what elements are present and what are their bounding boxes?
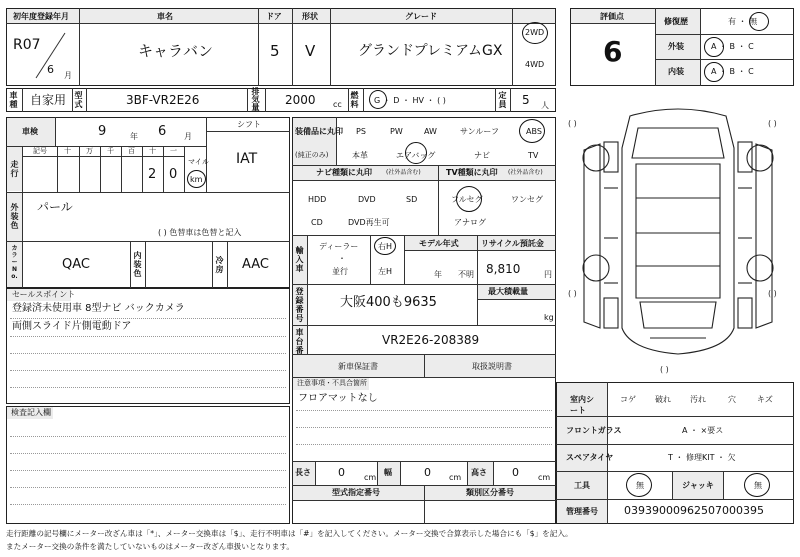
grade: グランドプレミアムGX bbox=[358, 43, 503, 59]
tools-value: 無 bbox=[636, 481, 644, 490]
width-cm: cm bbox=[449, 473, 462, 482]
inspection-month-unit: 月 bbox=[184, 132, 192, 141]
sales-point-2: 両側スライド片側電動ドア bbox=[12, 321, 132, 332]
fullseg-circle bbox=[456, 186, 482, 212]
reg-no-label: 登録番号 bbox=[295, 287, 304, 323]
width-label: 幅 bbox=[384, 468, 392, 477]
displacement-value: 2000 bbox=[285, 93, 316, 107]
recycle-label: リサイクル預託金 bbox=[481, 239, 544, 248]
first-reg-label: 初年度登録年月 bbox=[13, 12, 69, 21]
right-h-circle bbox=[374, 237, 396, 255]
inspection-year: 9 bbox=[98, 124, 107, 139]
right-h: 右H bbox=[378, 242, 393, 251]
footer-line-1: 走行距離の記号欄にメーター改ざん車は「*」、メーター交換車は「$」、走行不明車は「#」を記入してください。メーター交換で合算表示した場合にも「$」を記入。 bbox=[6, 529, 573, 538]
seat-burn: コゲ bbox=[620, 395, 636, 404]
spare-label: スペアタイヤ bbox=[566, 453, 614, 462]
model-year-unknown: 不明 bbox=[458, 270, 474, 279]
spare-options: T ・ 修理KIT ・ 欠 bbox=[668, 453, 736, 462]
repair-options: 有 ・ 無 bbox=[728, 17, 758, 26]
svg-text:( ): ( ) bbox=[568, 289, 577, 298]
shift-value: IAT bbox=[236, 151, 258, 167]
glass-label: フロントガラス bbox=[566, 426, 622, 435]
mileage-digit-2: 万 bbox=[86, 147, 93, 155]
length-cm: cm bbox=[364, 473, 377, 482]
exterior-label: 外装 bbox=[668, 42, 684, 51]
cc-unit: cc bbox=[333, 100, 342, 109]
dealer-label: ディーラー bbox=[319, 242, 359, 251]
yen-unit: 円 bbox=[544, 270, 552, 279]
svg-text:( ): ( ) bbox=[660, 365, 669, 374]
import-label: 輸入車 bbox=[295, 246, 304, 273]
first-reg-month-unit: 月 bbox=[64, 71, 72, 80]
equip-abs: ABS bbox=[526, 127, 542, 136]
parallel-label: 並行 bbox=[332, 267, 348, 276]
km-label: km bbox=[190, 175, 203, 184]
tools-label: 工具 bbox=[574, 481, 590, 490]
inspector-label: 検査記入欄 bbox=[11, 408, 51, 417]
nav-hdd: HDD bbox=[308, 195, 327, 204]
seat-hole: 穴 bbox=[728, 395, 736, 404]
inspection-label: 車検 bbox=[22, 127, 38, 136]
shape: V bbox=[305, 42, 316, 60]
color-label: 外装色 bbox=[10, 203, 19, 230]
door-label: ドア bbox=[266, 12, 282, 21]
svg-text:( ): ( ) bbox=[768, 289, 777, 298]
reg-no-value: 大阪400も9635 bbox=[340, 295, 437, 310]
length-value: 0 bbox=[338, 466, 345, 479]
model-value: 3BF-VR2E26 bbox=[126, 93, 200, 107]
nav-cd: CD bbox=[311, 218, 323, 227]
fuel-label: 燃料 bbox=[350, 91, 359, 109]
interior-seat-label: 室内シート bbox=[570, 395, 594, 415]
height-value: 0 bbox=[512, 466, 519, 479]
mileage-digit-4: 百 bbox=[128, 147, 135, 155]
car-name: キャラバン bbox=[138, 42, 214, 60]
capacity-value: 5 bbox=[522, 93, 530, 107]
shape-label: 形状 bbox=[302, 12, 318, 21]
color-no-value: QAC bbox=[62, 257, 90, 272]
nav-type-sub: (社外品含む) bbox=[386, 169, 421, 176]
nav-type-label: ナビ種類に丸印 bbox=[316, 168, 372, 177]
mileage-digit-6: 一 bbox=[170, 147, 177, 155]
grade-label: グレード bbox=[405, 12, 437, 21]
notes-label: 注意事項・不具合箇所 bbox=[297, 379, 367, 387]
equip-navi: ナビ bbox=[474, 151, 490, 160]
use-value: 自家用 bbox=[30, 93, 67, 107]
footer-line-2: またメーター交換の条件を満たしていないものはメーター改ざん車扱いとなります。 bbox=[6, 542, 294, 551]
notes-value: フロアマットなし bbox=[298, 393, 378, 404]
model-label: 型式 bbox=[74, 91, 83, 109]
tv-oneseg: ワンセグ bbox=[511, 195, 543, 204]
mileage-digit-1: 十 bbox=[64, 147, 71, 155]
fuel-options: G ・ D ・ HV ・ ( ) bbox=[374, 96, 446, 105]
model-year-unit: 年 bbox=[434, 270, 442, 279]
equipment-sublabel: (純正のみ) bbox=[295, 151, 329, 159]
mile-label: マイル bbox=[188, 158, 209, 166]
fuel-g-circle bbox=[369, 90, 387, 109]
manual: 取扱説明書 bbox=[472, 362, 512, 371]
airbag-circle bbox=[405, 142, 427, 164]
tv-type-sub: (社外品含む) bbox=[508, 169, 543, 176]
mileage-digit-5: 十 bbox=[149, 147, 156, 155]
inspector-box bbox=[6, 406, 290, 524]
tv-analog: アナログ bbox=[454, 218, 486, 227]
mgmt-label: 管理番号 bbox=[566, 507, 598, 516]
interior-a-circle bbox=[704, 62, 724, 82]
sales-point-label: セールスポイント bbox=[12, 290, 76, 299]
max-load-label: 最大積載量 bbox=[488, 287, 528, 296]
height-cm: cm bbox=[538, 473, 551, 482]
ac-value: AAC bbox=[242, 257, 269, 272]
interior-label: 内装 bbox=[668, 67, 684, 76]
equipment-label: 装備品に丸印 bbox=[295, 127, 343, 136]
equip-leather: 本革 bbox=[352, 151, 368, 160]
chassis-label: 車台番 bbox=[295, 328, 304, 355]
abs-circle bbox=[519, 119, 545, 143]
drive-4wd: 4WD bbox=[525, 60, 545, 69]
first-reg-era: R07 bbox=[13, 37, 41, 53]
inspection-month: 6 bbox=[158, 124, 167, 139]
displacement-label: 排気量 bbox=[251, 87, 260, 112]
glass-options: A ・ ×要ス bbox=[682, 426, 724, 435]
row2-box bbox=[6, 88, 556, 112]
interior-grade: A ・ B ・ C bbox=[711, 67, 754, 76]
tools-circle bbox=[626, 473, 652, 497]
color-no-label: カラーNo. bbox=[11, 245, 18, 280]
mileage-digit-3: 千 bbox=[107, 147, 114, 155]
seat-tear: 破れ bbox=[655, 395, 671, 404]
mileage-label: 走行 bbox=[10, 160, 19, 178]
mileage-value-6: 0 bbox=[169, 167, 178, 182]
equip-ps: PS bbox=[356, 127, 366, 136]
nav-sd: SD bbox=[406, 195, 418, 204]
seat-dirt: 汚れ bbox=[690, 395, 706, 404]
score-label: 評価点 bbox=[600, 12, 624, 21]
equip-airbag: エアバッグ bbox=[396, 151, 436, 160]
person-unit: 人 bbox=[541, 101, 549, 110]
repair-label: 修復歴 bbox=[664, 17, 688, 26]
left-h: 左H bbox=[378, 267, 393, 276]
exterior-grade: A ・ B ・ C bbox=[711, 42, 754, 51]
kg-unit: kg bbox=[544, 313, 554, 322]
svg-text:( ): ( ) bbox=[568, 119, 577, 128]
car-name-label: 車名 bbox=[157, 12, 173, 21]
exterior-a-circle bbox=[704, 37, 724, 57]
seat-scratch: キズ bbox=[757, 395, 773, 404]
jack-circle bbox=[744, 473, 770, 497]
capacity-label: 定員 bbox=[498, 91, 507, 109]
car-diagram bbox=[560, 88, 796, 378]
equip-aw: AW bbox=[424, 127, 437, 136]
equip-sunroof: サンルーフ bbox=[460, 127, 499, 136]
color-value: パール bbox=[37, 200, 73, 214]
new-warranty: 新車保証書 bbox=[338, 362, 378, 371]
color-note: ( ) 色替車は色替と記入 bbox=[158, 228, 242, 237]
chassis-value: VR2E26-208389 bbox=[382, 333, 480, 347]
sales-point-1: 登録済未使用車 8型ナビ バックカメラ bbox=[12, 303, 185, 314]
equip-pw: PW bbox=[390, 127, 403, 136]
score: 6 bbox=[603, 35, 623, 68]
drive-2wd: 2WD bbox=[525, 28, 545, 37]
svg-text:( ): ( ) bbox=[768, 119, 777, 128]
model-year-label: モデル年式 bbox=[419, 239, 459, 248]
mileage-value-5: 2 bbox=[148, 167, 157, 182]
nav-dvd-play: DVD再生可 bbox=[348, 218, 390, 227]
tv-fullseg: フルセグ bbox=[451, 195, 483, 204]
type-no-label: 型式指定番号 bbox=[332, 488, 380, 497]
recycle-value: 8,810 bbox=[486, 262, 521, 276]
width-value: 0 bbox=[424, 466, 431, 479]
interior-color-label: 内装色 bbox=[133, 251, 142, 278]
first-reg-month: 6 bbox=[47, 63, 54, 76]
ac-label: 冷房 bbox=[215, 256, 224, 274]
tv-type-label: TV種類に丸印 bbox=[446, 168, 498, 177]
class-no-label: 類別区分番号 bbox=[466, 488, 514, 497]
mgmt-value: 03939000962507000395 bbox=[624, 504, 764, 517]
inspection-year-unit: 年 bbox=[130, 132, 138, 141]
equip-tv: TV bbox=[528, 151, 539, 160]
nav-dvd: DVD bbox=[358, 195, 376, 204]
use-label: 車種 bbox=[9, 91, 18, 109]
mileage-digit-0: 記号 bbox=[33, 147, 47, 155]
doors: 5 bbox=[270, 42, 280, 60]
shift-label: シフト bbox=[237, 120, 261, 129]
length-label: 長さ bbox=[295, 468, 311, 477]
repair-none-circle bbox=[749, 12, 769, 31]
jack-label: ジャッキ bbox=[682, 481, 714, 490]
jack-value: 無 bbox=[754, 481, 762, 490]
height-label: 高さ bbox=[471, 468, 487, 477]
